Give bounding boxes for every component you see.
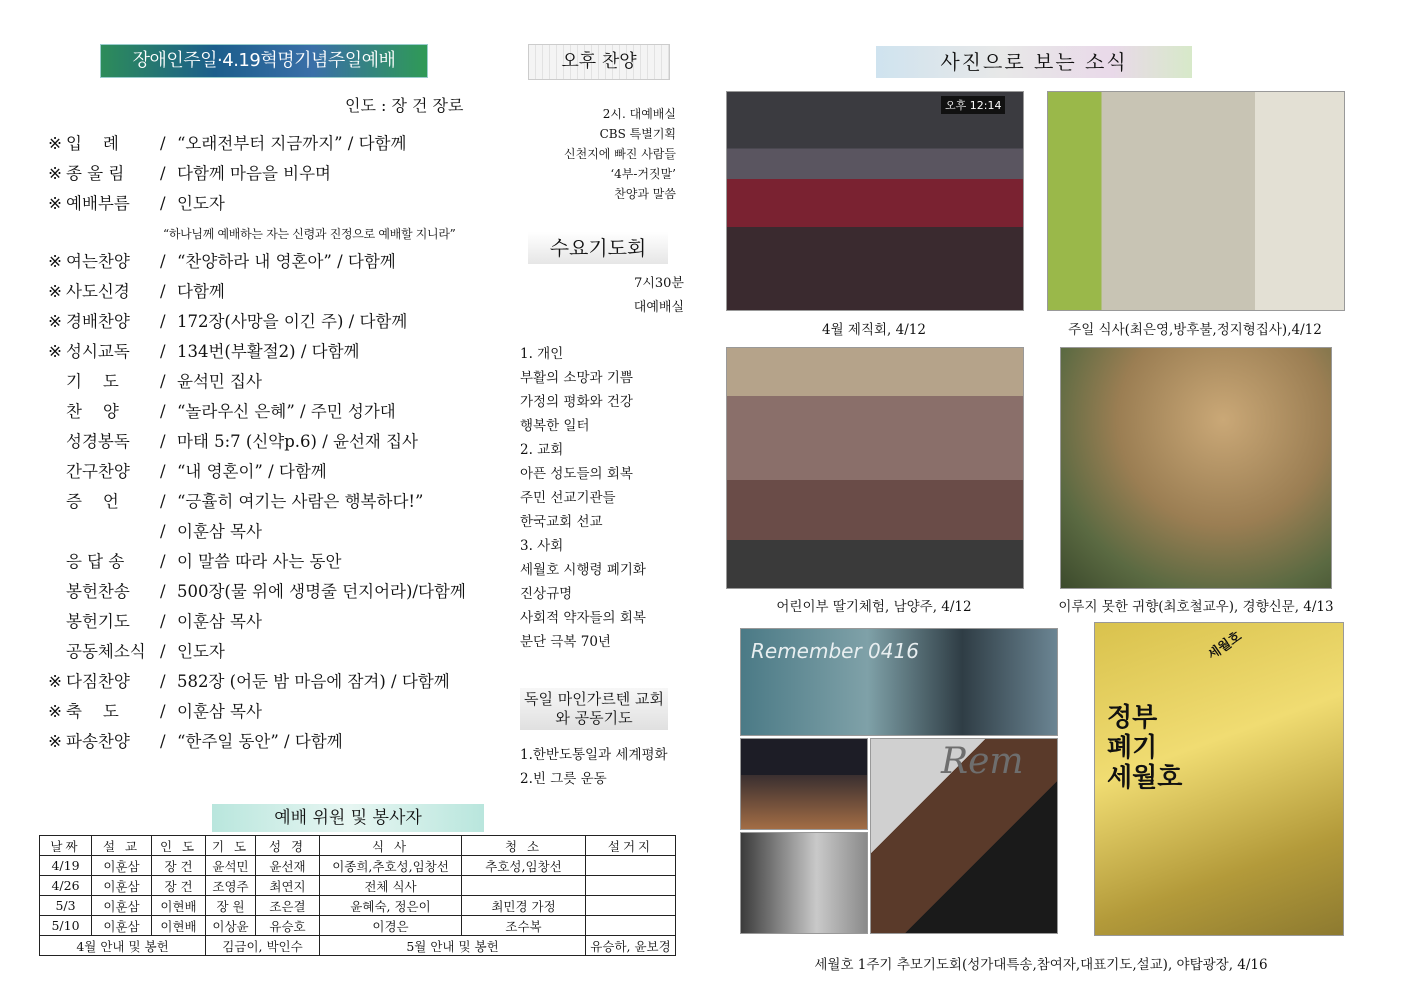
slash-divider: / xyxy=(160,672,166,691)
slash-divider: / xyxy=(160,372,166,391)
slash-divider: / xyxy=(160,522,166,541)
table-cell: 이경은 xyxy=(320,916,462,936)
order-item-label: 성시교독 xyxy=(66,342,130,361)
table-row xyxy=(40,856,676,876)
table-cell: 윤선재 xyxy=(256,856,320,876)
order-item-content: 인도자 xyxy=(177,194,225,213)
standing-mark: ※ xyxy=(48,702,62,721)
standing-mark: ※ xyxy=(48,312,62,331)
wednesday-prayer-banner: 수요기도회 xyxy=(528,232,668,264)
order-item-content: 마태 5:7 (신약p.6) / 윤선재 집사 xyxy=(177,432,418,451)
strawberry-picking-photo xyxy=(726,347,1024,589)
table-header-cell: 성 경 xyxy=(256,836,320,856)
prayer-item: 행복한 일터 xyxy=(520,418,590,434)
standing-mark: ※ xyxy=(48,194,62,213)
standing-mark: ※ xyxy=(48,282,62,301)
table-header-cell: 설 교 xyxy=(92,836,152,856)
afternoon-line: 찬양과 말씀 xyxy=(614,187,676,201)
wednesday-place: 대예배실 xyxy=(633,300,684,315)
volunteer-table-body xyxy=(40,856,676,936)
table-header-cell: 청 소 xyxy=(462,836,586,856)
slash-divider: / xyxy=(160,582,166,601)
prayer-item: 주민 선교기관들 xyxy=(520,490,616,506)
slash-divider: / xyxy=(160,402,166,421)
unrealized-homecoming-illustration xyxy=(1060,347,1332,589)
order-item-content: “내 영혼이” / 다함께 xyxy=(177,462,327,481)
prayer-item: 분단 극복 70년 xyxy=(520,634,611,650)
table-cell xyxy=(586,896,676,916)
table-cell: 최민경 가정 xyxy=(462,896,586,916)
prayer-item: 3. 사회 xyxy=(520,538,564,554)
photo-caption: 세월호 1주기 추모기도회(성가대특송,참여자,대표기도,설교), 야탑광장, 4/16 xyxy=(814,957,1268,973)
germany-prayer-banner: 독일 마인가르텐 교회와 공동기도 xyxy=(520,688,668,730)
sermon-photo xyxy=(870,738,1058,934)
table-cell: 이현배 xyxy=(152,896,206,916)
government-text: 정부 폐기 세월호 xyxy=(1107,703,1183,793)
order-item-label: 공동체소식 xyxy=(66,642,146,661)
slash-divider: / xyxy=(160,642,166,661)
standing-mark: ※ xyxy=(48,342,62,361)
table-cell: 전체 식사 xyxy=(320,876,462,896)
order-item-content: “놀라우신 은혜” / 주민 성가대 xyxy=(177,402,396,421)
order-item-content: 이 말씀 따라 사는 동안 xyxy=(177,552,342,571)
table-cell: 최연지 xyxy=(256,876,320,896)
order-item-content: 다함께 마음을 비우며 xyxy=(177,164,331,183)
photo-caption: 어린이부 딸기체험, 남양주, 4/12 xyxy=(776,599,972,615)
table-cell: 이상윤 xyxy=(206,916,256,936)
table-cell: 조영주 xyxy=(206,876,256,896)
order-item-label: 간구찬양 xyxy=(66,462,130,481)
prayer-item: 한국교회 선교 xyxy=(520,514,603,530)
table-header-cell: 식 사 xyxy=(320,836,462,856)
order-item-label: 찬 양 xyxy=(66,402,119,421)
usher-row xyxy=(40,936,676,956)
table-header-cell: 날짜 xyxy=(40,836,92,856)
order-item-label: 여는찬양 xyxy=(66,252,130,271)
volunteer-table xyxy=(39,835,676,956)
deacons-meeting-photo xyxy=(726,91,1024,311)
wednesday-time: 7시30분 xyxy=(634,276,684,291)
may-usher-names: 유승하, 윤보경 xyxy=(586,936,676,956)
prayer-item: 세월호 시행령 폐기화 xyxy=(520,562,646,578)
afternoon-line: ‘4부-거짓말’ xyxy=(610,167,676,181)
slash-divider: / xyxy=(160,492,166,511)
table-header-cell: 기 도 xyxy=(206,836,256,856)
order-item-label: 다짐찬양 xyxy=(66,672,130,691)
april-usher-names: 김금이, 박인수 xyxy=(206,936,320,956)
table-row xyxy=(40,916,676,936)
order-item-label: 봉헌기도 xyxy=(66,612,130,631)
order-item-content: “한주일 동안” / 다함께 xyxy=(177,732,343,751)
standing-mark: ※ xyxy=(48,164,62,183)
slash-divider: / xyxy=(160,164,166,183)
wednesday-prayer-info xyxy=(620,272,684,320)
order-item-content: “긍휼히 여기는 사람은 행복하다!” xyxy=(177,492,424,511)
order-item-label: 증 언 xyxy=(66,492,119,511)
afternoon-line: 2시. 대예배실 xyxy=(602,107,676,121)
slash-divider: / xyxy=(160,702,166,721)
standing-mark: ※ xyxy=(48,252,62,271)
photo-caption: 4월 제직회, 4/12 xyxy=(822,322,926,338)
photo-caption: 이루지 못한 귀향(최호철교우), 경향신문, 4/13 xyxy=(1058,599,1334,615)
order-item-label: 종 울 림 xyxy=(66,164,125,183)
table-header-cell: 인 도 xyxy=(152,836,206,856)
slash-divider: / xyxy=(160,342,166,361)
table-cell: 조수복 xyxy=(462,916,586,936)
may-usher-label: 5월 안내 및 봉헌 xyxy=(320,936,586,956)
slash-divider: / xyxy=(160,612,166,631)
order-item-content: 134번(부활절2) / 다함께 xyxy=(177,342,360,361)
table-cell: 이훈삼 xyxy=(92,916,152,936)
afternoon-line: 신천지에 빠진 사람들 xyxy=(564,147,676,161)
remember-banner-text: Remember 0416 xyxy=(751,639,919,663)
afternoon-praise-info xyxy=(564,104,676,204)
service-title-banner: 장애인주일·4.19혁명기념주일예배 xyxy=(100,44,428,78)
order-item-content: 다함께 xyxy=(177,282,225,301)
order-item-label: 봉헌찬송 xyxy=(66,582,130,601)
table-cell: 4/26 xyxy=(40,876,92,896)
order-item-content: 이훈삼 목사 xyxy=(177,522,262,541)
table-cell: 유승호 xyxy=(256,916,320,936)
prayer-item: 진상규명 xyxy=(520,586,573,602)
table-cell: 이훈삼 xyxy=(92,876,152,896)
slash-divider: / xyxy=(160,732,166,751)
slash-divider: / xyxy=(160,552,166,571)
service-volunteers-banner: 예배 위원 및 봉사자 xyxy=(212,804,484,832)
sunday-lunch-photo xyxy=(1047,91,1345,311)
order-item-label: 성경봉독 xyxy=(66,432,130,451)
clock-overlay: 오후 12:14 xyxy=(941,96,1005,114)
table-cell: 이현배 xyxy=(152,916,206,936)
sewol-cartoon-image xyxy=(1094,622,1344,936)
table-cell: 장 건 xyxy=(152,856,206,876)
table-cell: 이훈삼 xyxy=(92,896,152,916)
order-item-label: 예배부름 xyxy=(66,194,130,213)
table-cell: 5/3 xyxy=(40,896,92,916)
order-item-content: 이훈삼 목사 xyxy=(177,612,262,631)
order-item-content: 500장(물 위에 생명줄 던지어라)/다함께 xyxy=(177,582,466,601)
table-row xyxy=(40,896,676,916)
prayer-item: 1. 개인 xyxy=(520,346,564,362)
afternoon-praise-banner: 오후 찬양 xyxy=(528,44,670,80)
order-item-label: 입 례 xyxy=(66,134,119,153)
table-cell xyxy=(462,876,586,896)
table-cell: 윤석민 xyxy=(206,856,256,876)
prayer-item: 사회적 약자들의 회복 xyxy=(520,610,646,626)
table-cell xyxy=(586,916,676,936)
table-cell: 장 원 xyxy=(206,896,256,916)
prayer-item: 아픈 성도들의 회복 xyxy=(520,466,633,482)
order-item-label: 사도신경 xyxy=(66,282,130,301)
slash-divider: / xyxy=(160,194,166,213)
prayer-item: 부활의 소망과 기쁨 xyxy=(520,370,633,386)
slash-divider: / xyxy=(160,462,166,481)
table-cell: 이종희,추호성,임창선 xyxy=(320,856,462,876)
choir-performance-photo xyxy=(740,628,1058,736)
table-cell: 4/19 xyxy=(40,856,92,876)
standing-mark: ※ xyxy=(48,732,62,751)
volunteer-table-header xyxy=(40,836,676,856)
order-item-content: 이훈삼 목사 xyxy=(177,702,262,721)
sewol-headband-text: 세월호 xyxy=(1205,629,1245,664)
order-item-content: 윤석민 집사 xyxy=(177,372,262,391)
slash-divider: / xyxy=(160,432,166,451)
standing-mark: ※ xyxy=(48,672,62,691)
table-cell xyxy=(586,876,676,896)
prayer-item: 가정의 평화와 건강 xyxy=(520,394,633,410)
representative-prayer-photo xyxy=(740,832,868,934)
table-cell: 윤혜숙, 정은이 xyxy=(320,896,462,916)
order-item-content: 582장 (어둔 밤 마음에 잠겨) / 다함께 xyxy=(177,672,450,691)
vigil-crowd-photo xyxy=(740,738,868,830)
call-to-worship-verse: “하나님께 예배하는 자는 신령과 진정으로 예배할 지니라” xyxy=(163,227,456,241)
table-cell: 장 건 xyxy=(152,876,206,896)
april-usher-label: 4월 안내 및 봉헌 xyxy=(40,936,206,956)
afternoon-line: CBS 특별기획 xyxy=(599,127,676,141)
order-item-content: 인도자 xyxy=(177,642,225,661)
table-cell: 추호성,임창선 xyxy=(462,856,586,876)
table-cell: 5/10 xyxy=(40,916,92,936)
slash-divider: / xyxy=(160,282,166,301)
table-cell xyxy=(586,856,676,876)
order-item-label: 응 답 송 xyxy=(66,552,125,571)
germany-item: 1.한반도통일과 세계평화 xyxy=(520,747,668,763)
order-item-content: “오래전부터 지금까지” / 다함께 xyxy=(177,134,407,153)
table-cell: 조은결 xyxy=(256,896,320,916)
standing-mark: ※ xyxy=(48,134,62,153)
photo-news-banner: 사진으로 보는 소식 xyxy=(876,46,1192,78)
remember-backdrop-text: Rem xyxy=(941,741,1024,782)
germany-item: 2.빈 그릇 운동 xyxy=(520,771,607,787)
slash-divider: / xyxy=(160,134,166,153)
prayer-item: 2. 교회 xyxy=(520,442,564,458)
table-header-cell: 설거지 xyxy=(586,836,676,856)
table-cell: 이훈삼 xyxy=(92,856,152,876)
order-item-label: 기 도 xyxy=(66,372,119,391)
order-item-label: 경배찬양 xyxy=(66,312,130,331)
order-item-content: 172장(사망을 이긴 주) / 다함께 xyxy=(177,312,408,331)
photo-caption: 주일 식사(최은영,방후불,정지형집사),4/12 xyxy=(1068,322,1322,338)
table-row xyxy=(40,876,676,896)
order-item-label: 축 도 xyxy=(66,702,119,721)
order-item-label: 파송찬양 xyxy=(66,732,130,751)
order-item-content: “찬양하라 내 영혼아” / 다함께 xyxy=(177,252,396,271)
slash-divider: / xyxy=(160,312,166,331)
slash-divider: / xyxy=(160,252,166,271)
worship-leader: 인도 : 장 건 장로 xyxy=(345,96,464,115)
